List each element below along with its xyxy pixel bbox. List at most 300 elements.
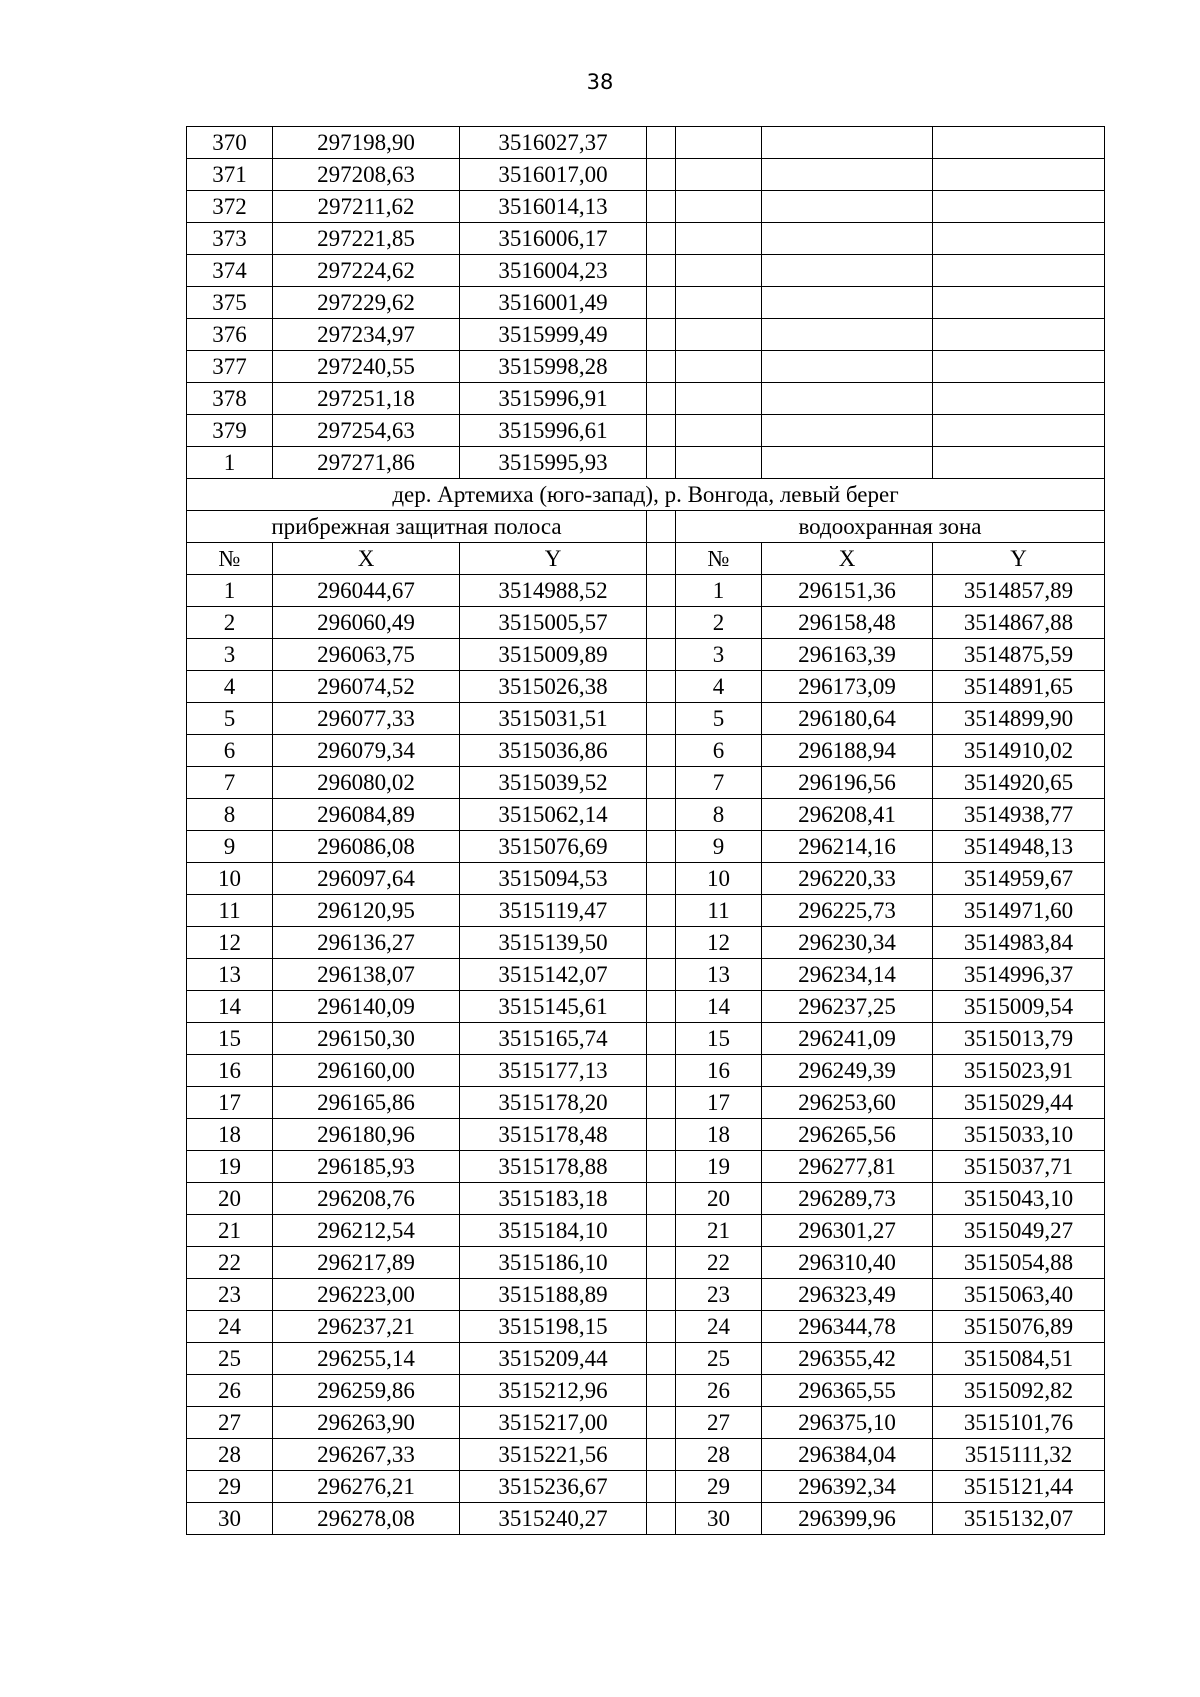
point-number-cell: 26	[676, 1375, 762, 1407]
coordinates-table-body	[187, 127, 1105, 1535]
empty-cell	[933, 319, 1105, 351]
spacer-cell	[647, 1183, 676, 1215]
x-coordinate-cell: 296138,07	[273, 959, 460, 991]
point-number-cell: 374	[187, 255, 273, 287]
spacer-cell	[647, 1375, 676, 1407]
empty-cell	[676, 255, 762, 287]
spacer-cell	[647, 1343, 676, 1375]
y-coordinate-cell: 3515132,07	[933, 1503, 1105, 1535]
page-number: 38	[586, 70, 614, 94]
x-coordinate-cell: 296276,21	[273, 1471, 460, 1503]
section-title: дер. Артемиха (юго-запад), р. Вонгода, левый берег	[187, 479, 1105, 511]
point-number-cell: 372	[187, 191, 273, 223]
y-coordinate-cell: 3515094,53	[460, 863, 647, 895]
y-coordinate-cell: 3516001,49	[460, 287, 647, 319]
table-row	[187, 575, 1105, 607]
point-number-cell: 377	[187, 351, 273, 383]
table-row	[187, 703, 1105, 735]
point-number-cell: 23	[187, 1279, 273, 1311]
x-coordinate-cell: 296060,49	[273, 607, 460, 639]
spacer-cell	[647, 831, 676, 863]
empty-cell	[676, 351, 762, 383]
spacer-cell	[647, 1055, 676, 1087]
point-number-cell: 10	[187, 863, 273, 895]
empty-cell	[676, 127, 762, 159]
y-coordinate-cell: 3515037,71	[933, 1151, 1105, 1183]
y-coordinate-cell: 3514971,60	[933, 895, 1105, 927]
x-coordinate-cell: 296375,10	[762, 1407, 933, 1439]
x-coordinate-cell: 296080,02	[273, 767, 460, 799]
x-coordinate-cell: 296384,04	[762, 1439, 933, 1471]
y-coordinate-cell: 3515177,13	[460, 1055, 647, 1087]
y-coordinate-cell: 3514891,65	[933, 671, 1105, 703]
y-coordinate-cell: 3515121,44	[933, 1471, 1105, 1503]
table-row	[187, 895, 1105, 927]
number-header: №	[676, 543, 762, 575]
point-number-cell: 22	[187, 1247, 273, 1279]
x-coordinate-cell: 296220,33	[762, 863, 933, 895]
point-number-cell: 1	[676, 575, 762, 607]
point-number-cell: 9	[676, 831, 762, 863]
y-coordinate-cell: 3515036,86	[460, 735, 647, 767]
y-coordinate-cell: 3515039,52	[460, 767, 647, 799]
y-coordinate-cell: 3515996,91	[460, 383, 647, 415]
point-number-cell: 370	[187, 127, 273, 159]
y-coordinate-cell: 3516014,13	[460, 191, 647, 223]
point-number-cell: 21	[676, 1215, 762, 1247]
x-coordinate-cell: 296289,73	[762, 1183, 933, 1215]
spacer-cell	[647, 895, 676, 927]
spacer-cell	[647, 127, 676, 159]
empty-cell	[933, 383, 1105, 415]
y-coordinate-cell: 3515119,47	[460, 895, 647, 927]
table-row	[187, 255, 1105, 287]
table-row	[187, 767, 1105, 799]
right-heading: водоохранная зона	[676, 511, 1105, 543]
y-coordinate-cell: 3515178,48	[460, 1119, 647, 1151]
x-coordinate-cell: 297221,85	[273, 223, 460, 255]
x-coordinate-cell: 297211,62	[273, 191, 460, 223]
table-row	[187, 319, 1105, 351]
empty-cell	[933, 255, 1105, 287]
y-coordinate-cell: 3515221,56	[460, 1439, 647, 1471]
section-title-row	[187, 479, 1105, 511]
x-coordinate-cell: 296323,49	[762, 1279, 933, 1311]
y-coordinate-cell: 3515165,74	[460, 1023, 647, 1055]
subheading-row	[187, 511, 1105, 543]
x-coordinate-cell: 296150,30	[273, 1023, 460, 1055]
spacer-cell	[647, 351, 676, 383]
empty-cell	[933, 447, 1105, 479]
x-coordinate-cell: 296249,39	[762, 1055, 933, 1087]
table-row	[187, 927, 1105, 959]
spacer-cell	[647, 1023, 676, 1055]
y-coordinate-cell: 3515049,27	[933, 1215, 1105, 1247]
x-coordinate-cell: 296208,41	[762, 799, 933, 831]
x-coordinate-cell: 296180,96	[273, 1119, 460, 1151]
table-row	[187, 1247, 1105, 1279]
spacer-cell	[647, 927, 676, 959]
spacer-cell	[647, 863, 676, 895]
spacer-cell	[647, 639, 676, 671]
y-coordinate-cell: 3515054,88	[933, 1247, 1105, 1279]
y-coordinate-cell: 3514899,90	[933, 703, 1105, 735]
point-number-cell: 24	[187, 1311, 273, 1343]
x-coordinate-cell: 296265,56	[762, 1119, 933, 1151]
x-coordinate-cell: 296188,94	[762, 735, 933, 767]
empty-cell	[762, 319, 933, 351]
point-number-cell: 29	[187, 1471, 273, 1503]
table-row	[187, 1023, 1105, 1055]
point-number-cell: 19	[676, 1151, 762, 1183]
table-row	[187, 1119, 1105, 1151]
y-coordinate-cell: 3515999,49	[460, 319, 647, 351]
x-coordinate-cell: 297271,86	[273, 447, 460, 479]
empty-cell	[762, 255, 933, 287]
spacer-cell	[647, 959, 676, 991]
table-row	[187, 991, 1105, 1023]
y-coordinate-cell: 3515236,67	[460, 1471, 647, 1503]
x-coordinate-cell: 296151,36	[762, 575, 933, 607]
number-header: №	[187, 543, 273, 575]
empty-cell	[676, 383, 762, 415]
spacer-cell	[647, 223, 676, 255]
point-number-cell: 375	[187, 287, 273, 319]
point-number-cell: 5	[187, 703, 273, 735]
y-coordinate-cell: 3515005,57	[460, 607, 647, 639]
spacer-cell	[647, 543, 676, 575]
x-coordinate-cell: 296301,27	[762, 1215, 933, 1247]
y-coordinate-cell: 3515184,10	[460, 1215, 647, 1247]
point-number-cell: 378	[187, 383, 273, 415]
point-number-cell: 12	[187, 927, 273, 959]
table-row	[187, 1407, 1105, 1439]
y-coordinate-cell: 3515023,91	[933, 1055, 1105, 1087]
x-coordinate-cell: 296086,08	[273, 831, 460, 863]
empty-cell	[762, 447, 933, 479]
point-number-cell: 30	[187, 1503, 273, 1535]
x-coordinate-cell: 297240,55	[273, 351, 460, 383]
table-row	[187, 607, 1105, 639]
spacer-cell	[647, 703, 676, 735]
empty-cell	[933, 287, 1105, 319]
empty-cell	[762, 223, 933, 255]
point-number-cell: 7	[676, 767, 762, 799]
table-row	[187, 1439, 1105, 1471]
spacer-cell	[647, 511, 676, 543]
empty-cell	[676, 415, 762, 447]
x-coordinate-cell: 296241,09	[762, 1023, 933, 1055]
table-row	[187, 415, 1105, 447]
point-number-cell: 17	[676, 1087, 762, 1119]
spacer-cell	[647, 1119, 676, 1151]
spacer-cell	[647, 1151, 676, 1183]
point-number-cell: 9	[187, 831, 273, 863]
y-coordinate-cell: 3515076,69	[460, 831, 647, 863]
y-coordinate-cell: 3515063,40	[933, 1279, 1105, 1311]
spacer-cell	[647, 1407, 676, 1439]
y-coordinate-cell: 3515033,10	[933, 1119, 1105, 1151]
y-coordinate-cell: 3514988,52	[460, 575, 647, 607]
point-number-cell: 28	[187, 1439, 273, 1471]
point-number-cell: 2	[187, 607, 273, 639]
x-coordinate-cell: 296120,95	[273, 895, 460, 927]
spacer-cell	[647, 319, 676, 351]
x-coordinate-cell: 296079,34	[273, 735, 460, 767]
coordinates-table	[186, 126, 1105, 1535]
empty-cell	[933, 191, 1105, 223]
point-number-cell: 4	[676, 671, 762, 703]
x-coordinate-cell: 296392,34	[762, 1471, 933, 1503]
spacer-cell	[647, 991, 676, 1023]
spacer-cell	[647, 1247, 676, 1279]
point-number-cell: 15	[676, 1023, 762, 1055]
y-header: Y	[933, 543, 1105, 575]
x-coordinate-cell: 297224,62	[273, 255, 460, 287]
point-number-cell: 18	[187, 1119, 273, 1151]
spacer-cell	[647, 1471, 676, 1503]
empty-cell	[762, 383, 933, 415]
y-coordinate-cell: 3515186,10	[460, 1247, 647, 1279]
table-row	[187, 1343, 1105, 1375]
empty-cell	[762, 351, 933, 383]
empty-cell	[933, 127, 1105, 159]
spacer-cell	[647, 767, 676, 799]
y-coordinate-cell: 3515111,32	[933, 1439, 1105, 1471]
y-coordinate-cell: 3515009,89	[460, 639, 647, 671]
y-coordinate-cell: 3516004,23	[460, 255, 647, 287]
y-coordinate-cell: 3515178,88	[460, 1151, 647, 1183]
y-coordinate-cell: 3514857,89	[933, 575, 1105, 607]
y-coordinate-cell: 3514938,77	[933, 799, 1105, 831]
spacer-cell	[647, 447, 676, 479]
x-coordinate-cell: 296196,56	[762, 767, 933, 799]
x-coordinate-cell: 296180,64	[762, 703, 933, 735]
x-coordinate-cell: 296255,14	[273, 1343, 460, 1375]
column-header-row	[187, 543, 1105, 575]
empty-cell	[676, 287, 762, 319]
spacer-cell	[647, 575, 676, 607]
point-number-cell: 376	[187, 319, 273, 351]
spacer-cell	[647, 671, 676, 703]
x-coordinate-cell: 296267,33	[273, 1439, 460, 1471]
empty-cell	[933, 159, 1105, 191]
table-row	[187, 639, 1105, 671]
table-row	[187, 1471, 1105, 1503]
x-coordinate-cell: 296344,78	[762, 1311, 933, 1343]
y-coordinate-cell: 3515178,20	[460, 1087, 647, 1119]
empty-cell	[676, 223, 762, 255]
x-coordinate-cell: 296140,09	[273, 991, 460, 1023]
y-header: Y	[460, 543, 647, 575]
point-number-cell: 373	[187, 223, 273, 255]
table-row	[187, 1215, 1105, 1247]
x-coordinate-cell: 296259,86	[273, 1375, 460, 1407]
y-coordinate-cell: 3515217,00	[460, 1407, 647, 1439]
x-coordinate-cell: 296074,52	[273, 671, 460, 703]
point-number-cell: 29	[676, 1471, 762, 1503]
x-coordinate-cell: 297208,63	[273, 159, 460, 191]
table-row	[187, 1055, 1105, 1087]
x-coordinate-cell: 296277,81	[762, 1151, 933, 1183]
y-coordinate-cell: 3515240,27	[460, 1503, 647, 1535]
x-coordinate-cell: 296310,40	[762, 1247, 933, 1279]
spacer-cell	[647, 1087, 676, 1119]
point-number-cell: 17	[187, 1087, 273, 1119]
point-number-cell: 10	[676, 863, 762, 895]
y-coordinate-cell: 3515029,44	[933, 1087, 1105, 1119]
point-number-cell: 28	[676, 1439, 762, 1471]
x-coordinate-cell: 296253,60	[762, 1087, 933, 1119]
y-coordinate-cell: 3515084,51	[933, 1343, 1105, 1375]
spacer-cell	[647, 735, 676, 767]
y-coordinate-cell: 3515209,44	[460, 1343, 647, 1375]
spacer-cell	[647, 799, 676, 831]
spacer-cell	[647, 1215, 676, 1247]
spacer-cell	[647, 255, 676, 287]
table-row	[187, 223, 1105, 255]
x-coordinate-cell: 296165,86	[273, 1087, 460, 1119]
empty-cell	[762, 191, 933, 223]
point-number-cell: 13	[676, 959, 762, 991]
y-coordinate-cell: 3515188,89	[460, 1279, 647, 1311]
x-coordinate-cell: 296136,27	[273, 927, 460, 959]
point-number-cell: 6	[187, 735, 273, 767]
left-heading: прибрежная защитная полоса	[187, 511, 647, 543]
y-coordinate-cell: 3515076,89	[933, 1311, 1105, 1343]
point-number-cell: 24	[676, 1311, 762, 1343]
x-coordinate-cell: 296160,00	[273, 1055, 460, 1087]
table-row	[187, 447, 1105, 479]
point-number-cell: 1	[187, 575, 273, 607]
x-coordinate-cell: 297234,97	[273, 319, 460, 351]
table-row	[187, 735, 1105, 767]
empty-cell	[762, 287, 933, 319]
table-row	[187, 287, 1105, 319]
point-number-cell: 371	[187, 159, 273, 191]
y-coordinate-cell: 3515212,96	[460, 1375, 647, 1407]
point-number-cell: 379	[187, 415, 273, 447]
y-coordinate-cell: 3515101,76	[933, 1407, 1105, 1439]
x-coordinate-cell: 297229,62	[273, 287, 460, 319]
spacer-cell	[647, 1311, 676, 1343]
y-coordinate-cell: 3515996,61	[460, 415, 647, 447]
table-row	[187, 127, 1105, 159]
y-coordinate-cell: 3514867,88	[933, 607, 1105, 639]
table-row	[187, 191, 1105, 223]
table-row	[187, 863, 1105, 895]
x-coordinate-cell: 296230,34	[762, 927, 933, 959]
point-number-cell: 5	[676, 703, 762, 735]
spacer-cell	[647, 287, 676, 319]
y-coordinate-cell: 3516017,00	[460, 159, 647, 191]
spacer-cell	[647, 1503, 676, 1535]
point-number-cell: 20	[187, 1183, 273, 1215]
empty-cell	[762, 415, 933, 447]
x-coordinate-cell: 296214,16	[762, 831, 933, 863]
empty-cell	[676, 447, 762, 479]
table-row	[187, 1375, 1105, 1407]
x-coordinate-cell: 297198,90	[273, 127, 460, 159]
x-coordinate-cell: 296063,75	[273, 639, 460, 671]
x-coordinate-cell: 296185,93	[273, 1151, 460, 1183]
x-coordinate-cell: 297251,18	[273, 383, 460, 415]
x-coordinate-cell: 296225,73	[762, 895, 933, 927]
x-coordinate-cell: 296223,00	[273, 1279, 460, 1311]
point-number-cell: 1	[187, 447, 273, 479]
y-coordinate-cell: 3515995,93	[460, 447, 647, 479]
spacer-cell	[647, 415, 676, 447]
y-coordinate-cell: 3514910,02	[933, 735, 1105, 767]
y-coordinate-cell: 3514875,59	[933, 639, 1105, 671]
point-number-cell: 27	[187, 1407, 273, 1439]
x-coordinate-cell: 296084,89	[273, 799, 460, 831]
x-coordinate-cell: 296077,33	[273, 703, 460, 735]
y-coordinate-cell: 3514948,13	[933, 831, 1105, 863]
table-row	[187, 1279, 1105, 1311]
empty-cell	[676, 191, 762, 223]
table-row	[187, 831, 1105, 863]
x-header: X	[762, 543, 933, 575]
y-coordinate-cell: 3515183,18	[460, 1183, 647, 1215]
spacer-cell	[647, 1439, 676, 1471]
y-coordinate-cell: 3514983,84	[933, 927, 1105, 959]
table-row	[187, 959, 1105, 991]
table-row	[187, 1183, 1105, 1215]
x-coordinate-cell: 296237,25	[762, 991, 933, 1023]
point-number-cell: 30	[676, 1503, 762, 1535]
empty-cell	[933, 223, 1105, 255]
point-number-cell: 3	[676, 639, 762, 671]
table-row	[187, 799, 1105, 831]
y-coordinate-cell: 3515013,79	[933, 1023, 1105, 1055]
point-number-cell: 2	[676, 607, 762, 639]
y-coordinate-cell: 3515145,61	[460, 991, 647, 1023]
x-coordinate-cell: 296263,90	[273, 1407, 460, 1439]
point-number-cell: 25	[676, 1343, 762, 1375]
point-number-cell: 26	[187, 1375, 273, 1407]
empty-cell	[676, 159, 762, 191]
y-coordinate-cell: 3514959,67	[933, 863, 1105, 895]
point-number-cell: 22	[676, 1247, 762, 1279]
y-coordinate-cell: 3515139,50	[460, 927, 647, 959]
point-number-cell: 11	[187, 895, 273, 927]
point-number-cell: 8	[187, 799, 273, 831]
point-number-cell: 16	[676, 1055, 762, 1087]
point-number-cell: 11	[676, 895, 762, 927]
point-number-cell: 15	[187, 1023, 273, 1055]
y-coordinate-cell: 3515009,54	[933, 991, 1105, 1023]
point-number-cell: 4	[187, 671, 273, 703]
point-number-cell: 8	[676, 799, 762, 831]
empty-cell	[676, 319, 762, 351]
point-number-cell: 23	[676, 1279, 762, 1311]
x-coordinate-cell: 296278,08	[273, 1503, 460, 1535]
y-coordinate-cell: 3516006,17	[460, 223, 647, 255]
x-coordinate-cell: 296163,39	[762, 639, 933, 671]
y-coordinate-cell: 3515998,28	[460, 351, 647, 383]
x-coordinate-cell: 296365,55	[762, 1375, 933, 1407]
empty-cell	[762, 127, 933, 159]
point-number-cell: 6	[676, 735, 762, 767]
x-coordinate-cell: 296399,96	[762, 1503, 933, 1535]
table-row	[187, 671, 1105, 703]
y-coordinate-cell: 3516027,37	[460, 127, 647, 159]
spacer-cell	[647, 383, 676, 415]
table-row	[187, 1503, 1105, 1535]
y-coordinate-cell: 3515031,51	[460, 703, 647, 735]
y-coordinate-cell: 3515062,14	[460, 799, 647, 831]
